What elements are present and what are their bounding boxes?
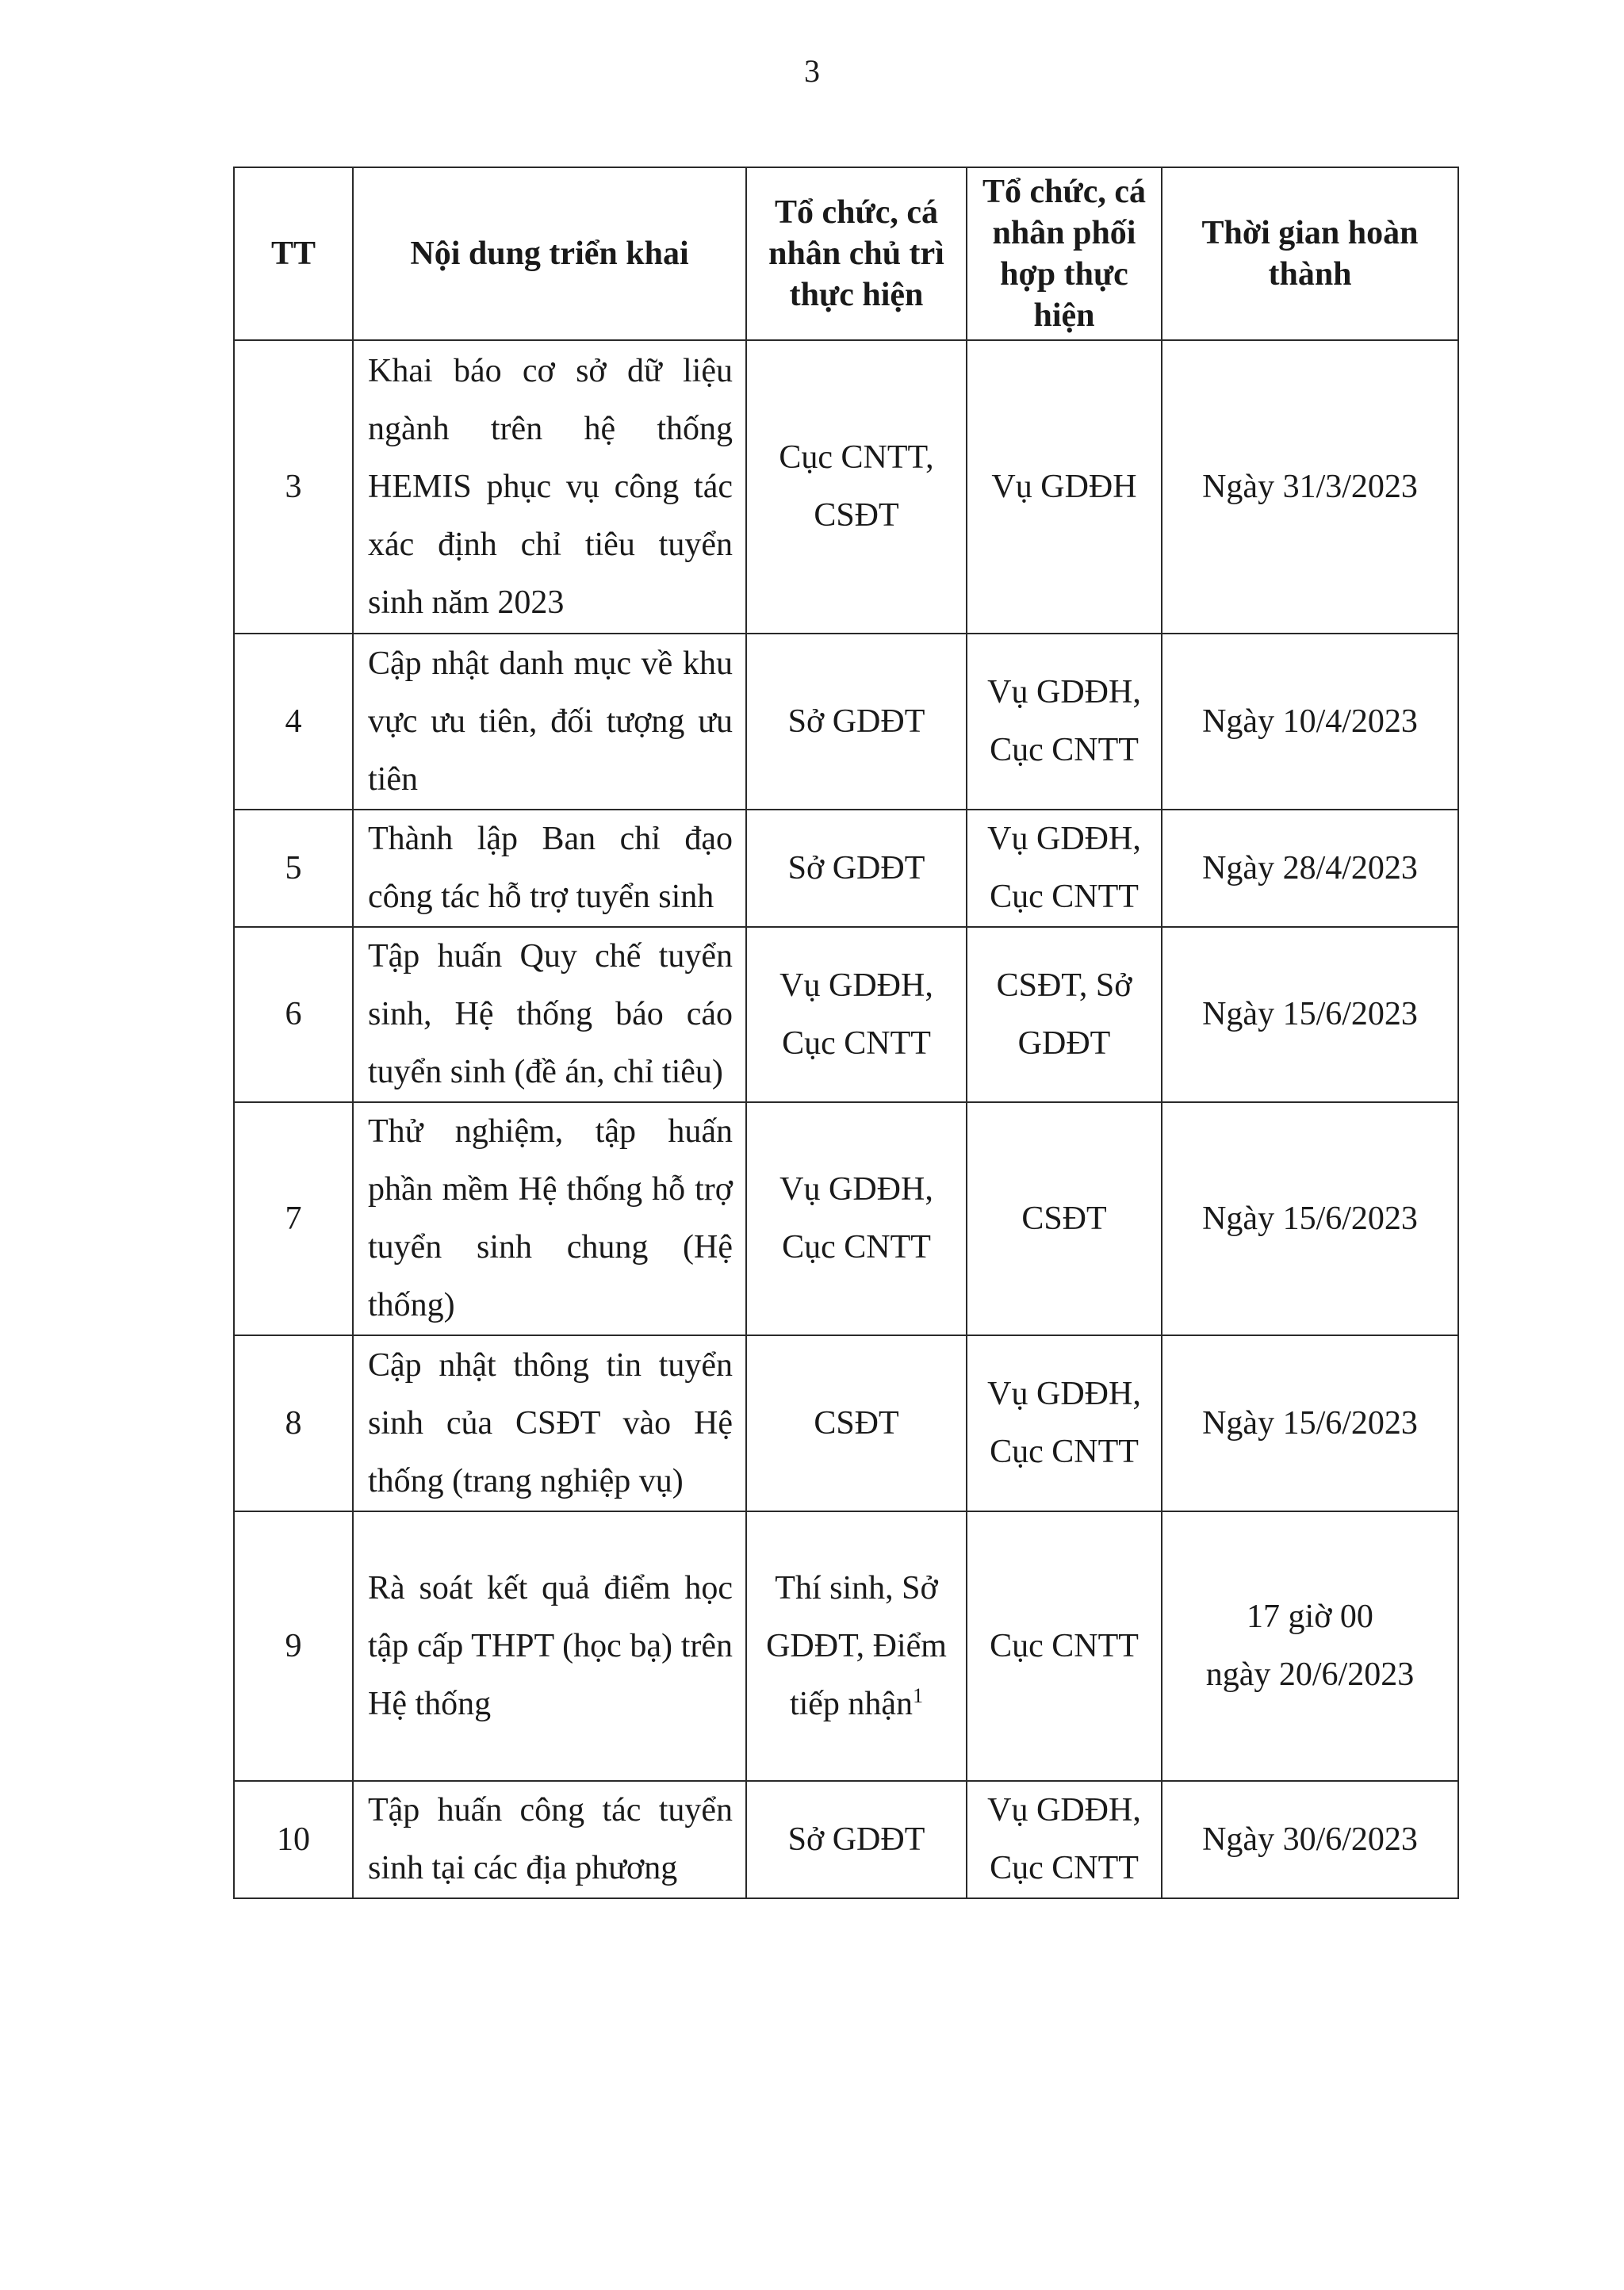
- row-time: Ngày 15/6/2023: [1162, 1335, 1458, 1511]
- table-row: [234, 1511, 1458, 1781]
- header-tt: TT: [234, 167, 353, 340]
- row-number: 5: [234, 810, 353, 927]
- row-coop: Cục CNTT: [967, 1511, 1162, 1781]
- row-number: 7: [234, 1102, 353, 1335]
- row-number: 3: [234, 340, 353, 634]
- table-row: [234, 810, 1458, 927]
- row-time: Ngày 15/6/2023: [1162, 1102, 1458, 1335]
- row-content: Tập huấn công tác tuyển sinh tại các địa phương: [353, 1781, 746, 1898]
- implementation-plan-table: [233, 167, 1459, 1899]
- row-coop: Vụ GDĐH, Cục CNTT: [967, 810, 1162, 927]
- row-time: Ngày 28/4/2023: [1162, 810, 1458, 927]
- table-row: [234, 927, 1458, 1102]
- row-time-line2: ngày 20/6/2023: [1205, 1656, 1415, 1693]
- row-coop: Vụ GDĐH, Cục CNTT: [967, 1335, 1162, 1511]
- row-number: 9: [234, 1511, 353, 1781]
- row-content: Cập nhật thông tin tuyển sinh của CSĐT vào Hệ thống (trang nghiệp vụ): [353, 1335, 746, 1511]
- row-coop: CSĐT, Sở GDĐT: [967, 927, 1162, 1102]
- table-row: [234, 634, 1458, 810]
- row-lead: Sở GDĐT: [746, 634, 967, 810]
- row-number: 8: [234, 1335, 353, 1511]
- table-row: [234, 340, 1458, 634]
- row-number: 4: [234, 634, 353, 810]
- row-lead: Vụ GDĐH, Cục CNTT: [746, 1102, 967, 1335]
- header-coop: Tổ chức, cá nhân phối hợp thực hiện: [967, 167, 1162, 340]
- footnote-marker: 1: [913, 1683, 924, 1707]
- row-lead: Vụ GDĐH, Cục CNTT: [746, 927, 967, 1102]
- row-lead: [746, 1511, 967, 1781]
- page-number: 3: [804, 53, 820, 89]
- row-lead: Sở GDĐT: [746, 1781, 967, 1898]
- table-row: [234, 1781, 1458, 1898]
- row-time: Ngày 10/4/2023: [1162, 634, 1458, 810]
- row-lead: Sở GDĐT: [746, 810, 967, 927]
- row-content: Thử nghiệm, tập huấn phần mềm Hệ thống hỗ trợ tuyển sinh chung (Hệ thống): [353, 1102, 746, 1335]
- row-number: 10: [234, 1781, 353, 1898]
- row-time: Ngày 31/3/2023: [1162, 340, 1458, 634]
- row-coop: Vụ GDĐH, Cục CNTT: [967, 634, 1162, 810]
- row-lead-text: Thí sinh, Sở GDĐT, Điểm tiếp nhận: [766, 1569, 947, 1722]
- row-content: Tập huấn Quy chế tuyển sinh, Hệ thống báo cáo tuyển sinh (đề án, chỉ tiêu): [353, 927, 746, 1102]
- row-content: Thành lập Ban chỉ đạo công tác hỗ trợ tuyển sinh: [353, 810, 746, 927]
- row-content: Cập nhật danh mục về khu vực ưu tiên, đối tượng ưu tiên: [353, 634, 746, 810]
- row-time-line1: 17 giờ 00: [1247, 1599, 1373, 1635]
- header-lead: Tổ chức, cá nhân chủ trì thực hiện: [746, 167, 967, 340]
- row-coop: CSĐT: [967, 1102, 1162, 1335]
- row-time: [1162, 1511, 1458, 1781]
- table-row: [234, 1102, 1458, 1335]
- header-content: Nội dung triển khai: [353, 167, 746, 340]
- row-number: 6: [234, 927, 353, 1102]
- row-coop: Vụ GDĐH, Cục CNTT: [967, 1781, 1162, 1898]
- table-row: [234, 1335, 1458, 1511]
- header-time: Thời gian hoàn thành: [1162, 167, 1458, 340]
- row-time: Ngày 30/6/2023: [1162, 1781, 1458, 1898]
- row-content: Rà soát kết quả điểm học tập cấp THPT (học bạ) trên Hệ thống: [353, 1511, 746, 1781]
- row-lead: Cục CNTT, CSĐT: [746, 340, 967, 634]
- row-coop: Vụ GDĐH: [967, 340, 1162, 634]
- row-content: Khai báo cơ sở dữ liệu ngành trên hệ thống HEMIS phục vụ công tác xác định chỉ tiêu tuyển sinh năm 2023: [353, 340, 746, 634]
- row-time: Ngày 15/6/2023: [1162, 927, 1458, 1102]
- row-lead: CSĐT: [746, 1335, 967, 1511]
- table-header-row: [234, 167, 1458, 340]
